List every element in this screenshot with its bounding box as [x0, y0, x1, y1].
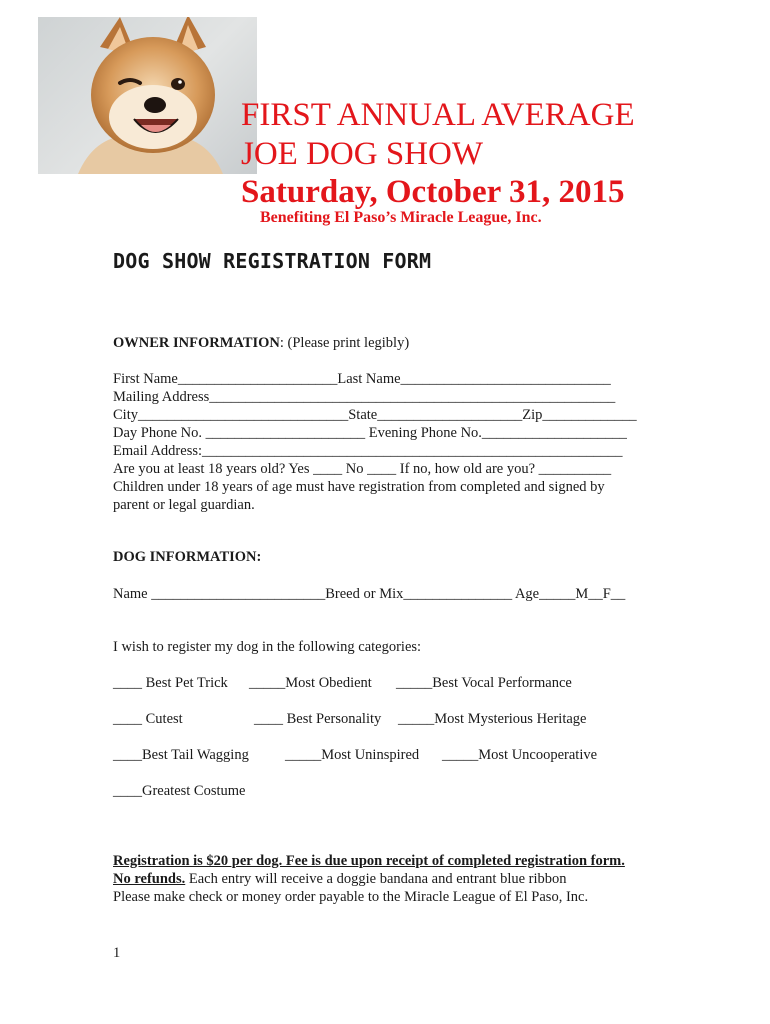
event-date: Saturday, October 31, 2015 [241, 174, 625, 210]
category-best-pet-trick[interactable]: ____ Best Pet Trick [113, 675, 228, 691]
phone-fields[interactable]: Day Phone No. ______________________ Evening Phone No.____________________ [113, 425, 627, 441]
minor-note-line2: parent or legal guardian. [113, 497, 255, 513]
category-greatest-costume[interactable]: ____Greatest Costume [113, 783, 246, 799]
event-title-line1: FIRST ANNUAL AVERAGE [241, 97, 635, 133]
category-most-uncooperative[interactable]: _____Most Uncooperative [442, 747, 598, 763]
category-most-obedient[interactable]: _____Most Obedient [249, 675, 372, 691]
payment-instructions: Please make check or money order payable to the Miracle League of El Paso, Inc. [113, 889, 589, 905]
minor-note-line1: Children under 18 years of age must have registration from completed and signed by [113, 479, 605, 495]
age-question-field[interactable]: Are you at least 18 years old? Yes ____ No ____ If no, how old are you? __________ [113, 461, 612, 477]
category-best-vocal-performance[interactable]: _____Best Vocal Performance [396, 675, 572, 691]
refund-entry-notice [113, 870, 567, 888]
page-number: 1 [113, 945, 121, 961]
first-last-name-field[interactable]: First Name______________________Last Name_____________________________ [113, 371, 611, 387]
mailing-address-field[interactable]: Mailing Address________________________________________________________ [113, 389, 616, 405]
entry-gift-text: Each entry will receive a doggie bandana and entrant blue ribbon [185, 871, 567, 887]
category-best-personality[interactable]: ____ Best Personality [254, 711, 382, 727]
shiba-inu-photo [38, 17, 257, 174]
event-title-line2: JOE DOG SHOW [241, 136, 483, 172]
form-title: DOG SHOW REGISTRATION FORM [113, 249, 432, 273]
no-refunds-label: No refunds. [113, 871, 186, 887]
dog-section-heading: DOG INFORMATION: [113, 549, 262, 565]
email-field[interactable]: Email Address:__________________________________________________________ [113, 443, 623, 459]
owner-heading-label: OWNER INFORMATION [113, 335, 280, 351]
dog-illustration [38, 17, 257, 174]
category-best-tail-wagging[interactable]: ____Best Tail Wagging [113, 747, 249, 763]
category-most-mysterious-heritage[interactable]: _____Most Mysterious Heritage [398, 711, 587, 727]
registration-fee-notice: Registration is $20 per dog. Fee is due upon receipt of completed registration form. [113, 853, 625, 869]
category-cutest[interactable]: ____ Cutest [113, 711, 183, 727]
dog-name-breed-age-field[interactable]: Name ________________________Breed or Mix_______________ Age_____M__F__ [113, 586, 626, 602]
event-benefit: Benefiting El Paso’s Miracle League, Inc. [260, 209, 542, 226]
owner-section-heading [113, 334, 409, 352]
city-state-zip-field[interactable]: City_____________________________State____________________Zip_____________ [113, 407, 637, 423]
categories-intro: I wish to register my dog in the following categories: [113, 639, 422, 655]
category-most-uninspired[interactable]: _____Most Uninspired [285, 747, 420, 763]
owner-heading-note: : (Please print legibly) [279, 335, 410, 351]
